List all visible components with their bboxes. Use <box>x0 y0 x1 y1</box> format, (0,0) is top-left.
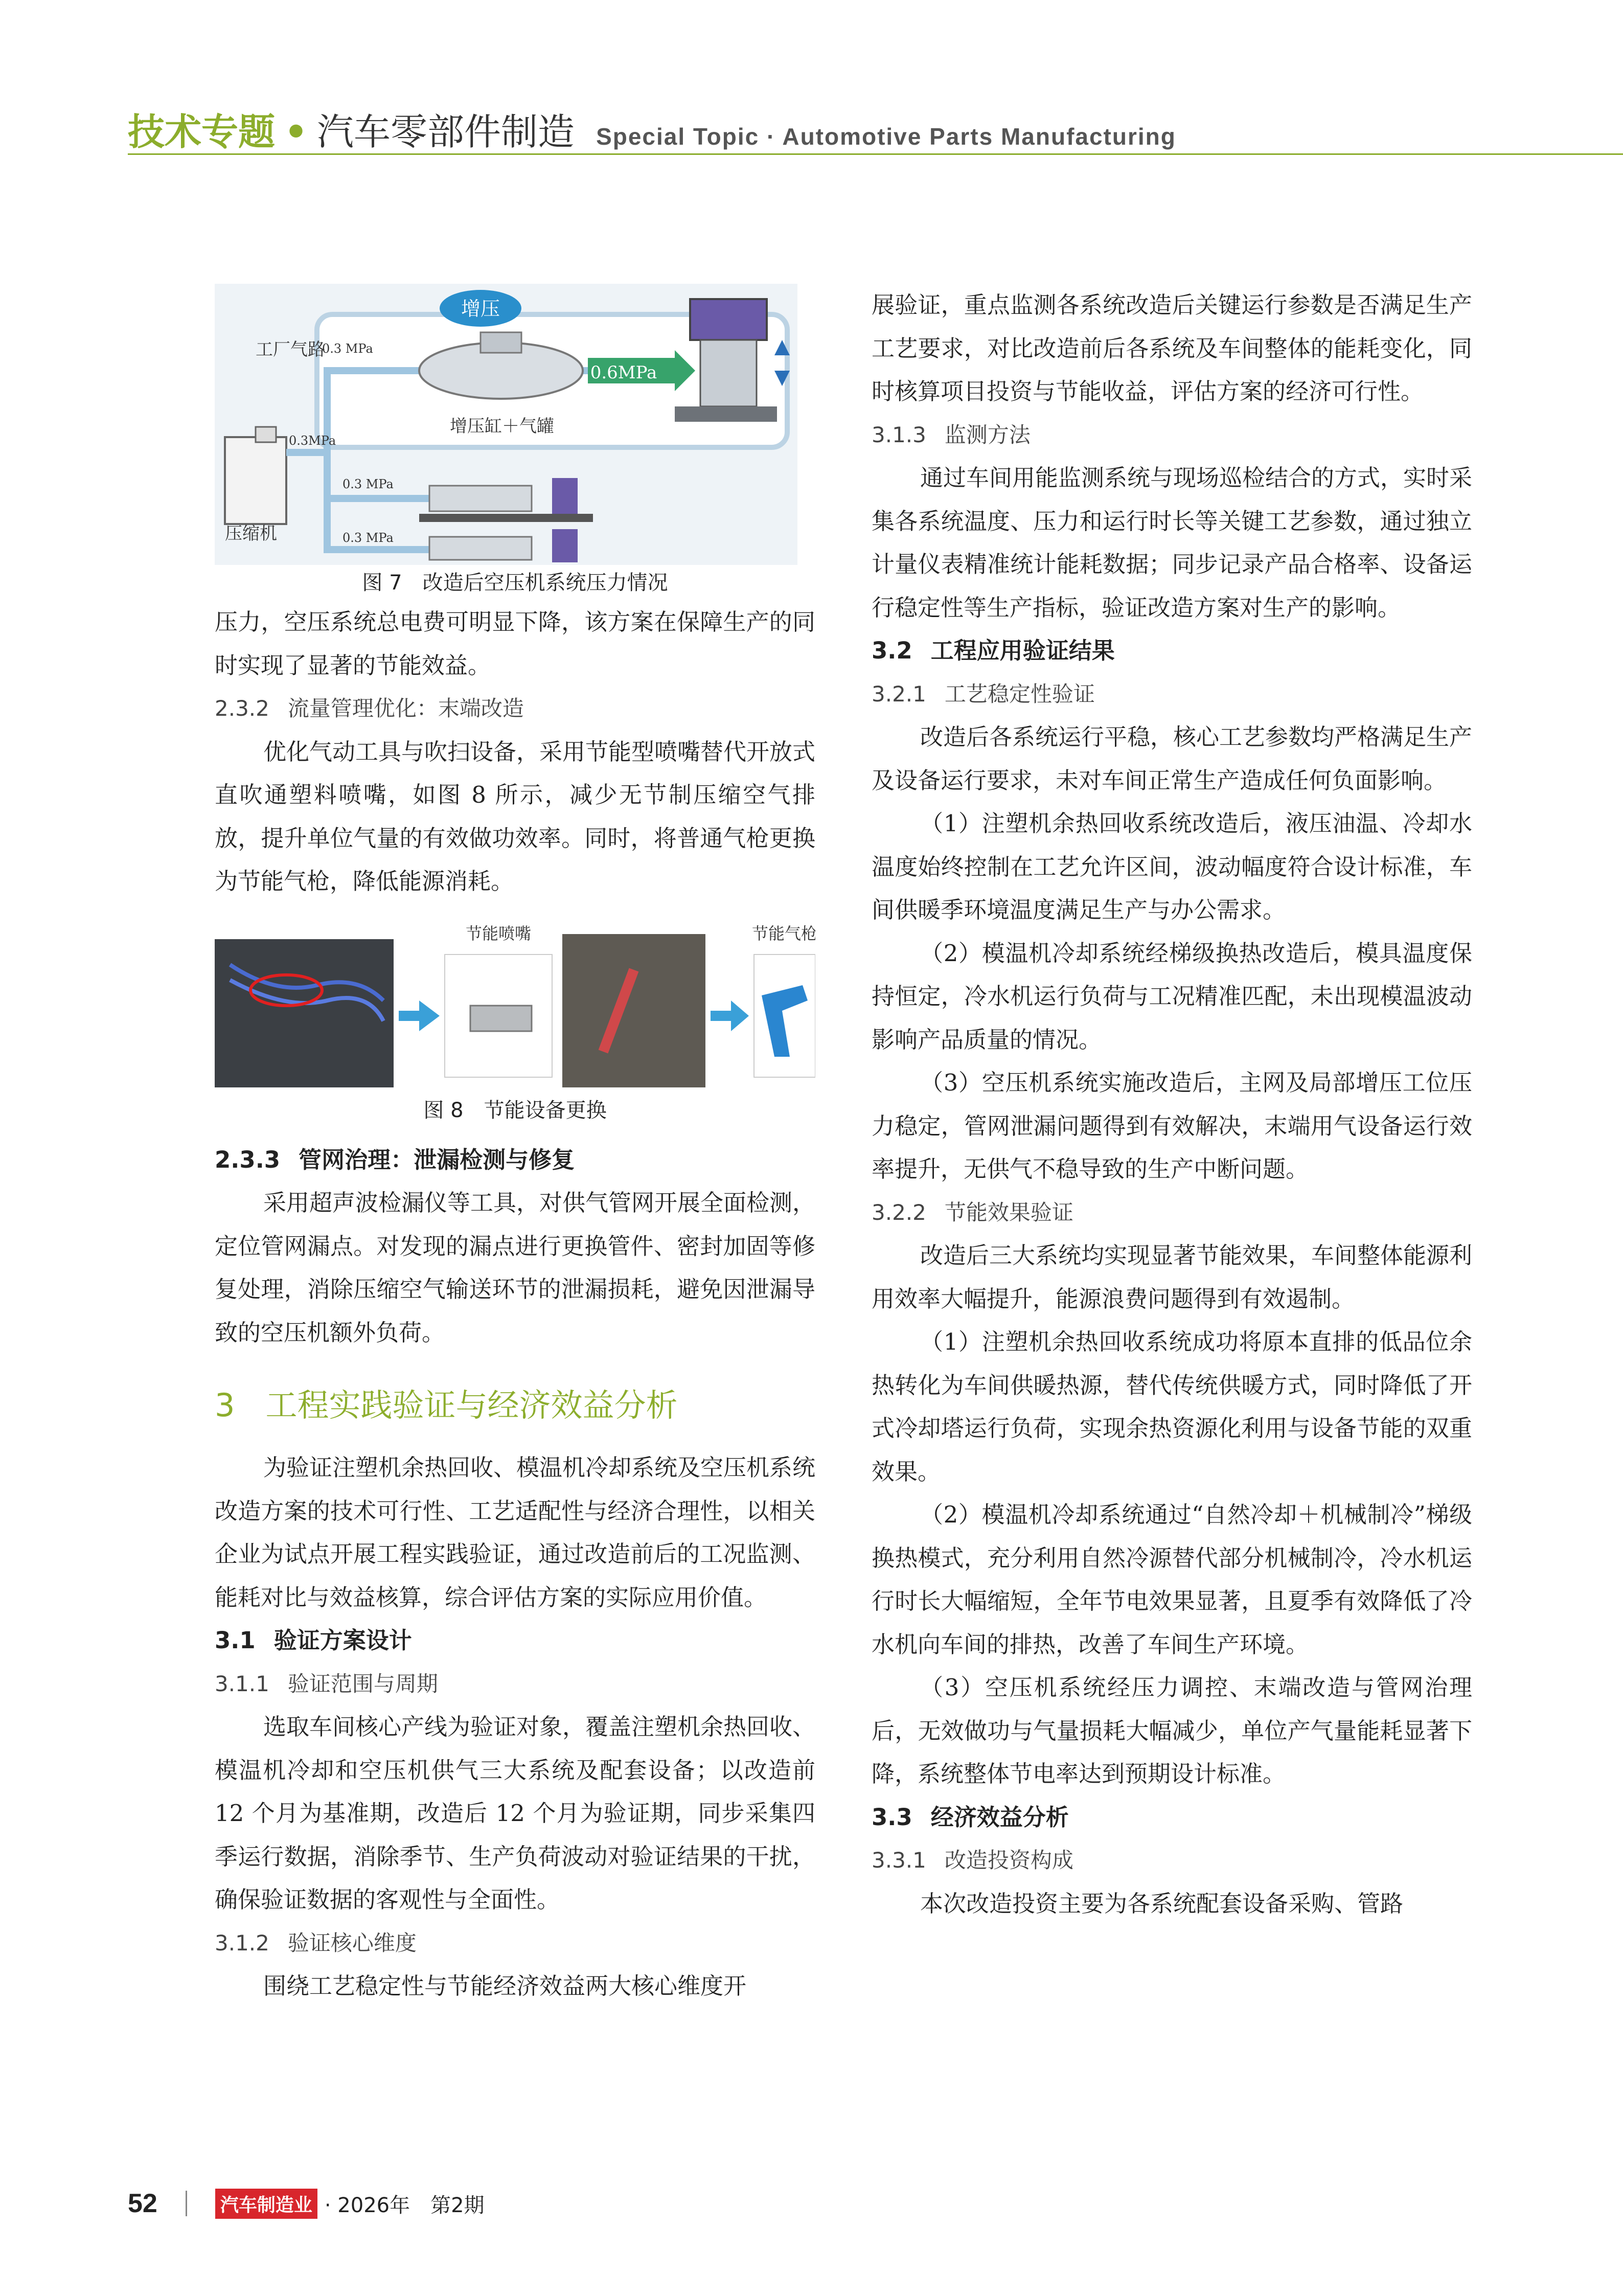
paragraph: （3）空压机系统实施改造后，主网及局部增压工位压力稳定，管网泄漏问题得到有效解决，末端用气设备运行效率提升，无供气不稳导致的生产中断问题。 <box>872 1069 1472 1183</box>
heading-title: 验证核心维度 <box>287 1930 417 1956</box>
heading-number: 3 <box>215 1386 235 1424</box>
paragraph: 选取车间核心产线为验证对象，覆盖注塑机余热回收、模温机冷却和空压机供气三大系统及配套设备；以改造前 12 个月为基准期，改造后 12 个月为验证期，同步采集四季运行数据，消除季节、生产负荷波动对验证结果的干扰，确保验证数据的客观性与全面性。 <box>215 1713 816 1913</box>
heading-number: 3.3.1 <box>872 1848 926 1873</box>
paragraph: 为验证注塑机余热回收、模温机冷却系统及空压机系统改造方案的技术可行性、工艺适配性与经济合理性，以相关企业为试点开展工程实践验证，通过改造前后的工况监测、能耗对比与效益核算，综合评估方案的实际应用价值。 <box>215 1454 816 1611</box>
left-column <box>215 284 815 2008</box>
paragraph: （1）注塑机余热回收系统改造后，液压油温、冷却水温度始终控制在工艺允许区间，波动幅度符合设计标准，车间供暖季环境温度满足生产与办公需求。 <box>872 810 1472 923</box>
heading-title: 验证范围与周期 <box>287 1671 438 1696</box>
header-section: 汽车零部件制造 <box>317 110 575 153</box>
compressor-icon <box>225 427 286 524</box>
paragraph: 改造后三大系统均实现显著节能效果，车间整体能源利用效率大幅提升，能源浪费问题得到有效遏制。 <box>872 1242 1473 1312</box>
open-nozzle-photo <box>215 939 394 1087</box>
figure-7-diagram <box>215 284 797 565</box>
heading-title: 节能效果验证 <box>944 1199 1073 1225</box>
paragraph: （2）模温机冷却系统通过“自然冷却＋机械制冷”梯级换热模式，充分利用自然冷源替代部分机械制冷，冷水机运行时长大幅缩短，全年节电效果显著，且夏季有效降低了冷水机向车间的排热，改善了车间生产环境。 <box>872 1501 1472 1658</box>
heading-3-2-2 <box>872 1191 1472 1235</box>
paragraph: （2）模温机冷却系统经梯级换热改造后，模具温度保持恒定，冷水机运行负荷与工况精准匹配，未出现模温波动影响产品质量的情况。 <box>872 939 1472 1053</box>
heading-number: 3.2.1 <box>872 681 926 707</box>
heading-number: 2.3.3 <box>215 1146 281 1173</box>
heading-title: 监测方法 <box>944 422 1031 447</box>
heading-number: 3.1 <box>215 1627 256 1654</box>
figure-8-diagram <box>215 924 815 1093</box>
figure8-nozzle-label: 节能喷嘴 <box>465 923 532 943</box>
heading-number: 3.2 <box>872 637 912 664</box>
heading-2-3-2 <box>215 687 815 731</box>
footer-divider <box>186 2191 187 2216</box>
figure7-factory-air-label: 工厂气路 <box>256 339 325 360</box>
page-footer <box>128 2188 485 2219</box>
page-number: 52 <box>128 2189 157 2218</box>
heading-3-1-2 <box>215 1922 815 1965</box>
heading-title: 经济效益分析 <box>930 1803 1069 1831</box>
paragraph: 压力，空压系统总电费可明显下降，该方案在保障生产的同时实现了显著的节能效益。 <box>215 608 815 679</box>
paragraph: （3）空压机系统经压力调控、末端改造与管网治理后，无效做功与气量损耗大幅减少，单位产气量能耗显著下降，系统整体节电率达到预期设计标准。 <box>872 1674 1472 1787</box>
heading-title: 管网治理：泄漏检测与修复 <box>299 1146 575 1173</box>
heading-number: 3.1.2 <box>215 1930 269 1956</box>
heading-3-1-3 <box>872 414 1472 457</box>
figure7-boost-pressure: 0.6MPa <box>590 362 657 383</box>
paragraph: 围绕工艺稳定性与节能经济效益两大核心维度开 <box>263 1972 747 1999</box>
figure7-boost-label: 增压 <box>461 298 500 320</box>
heading-title: 验证方案设计 <box>273 1627 412 1654</box>
paragraph: 通过车间用能监测系统与现场巡检结合的方式，实时采集各系统温度、压力和运行时长等关键工艺参数，通过独立计量仪表精准统计能耗数据；同步记录产品合格率、设备运行稳定性等生产指标，验证改造方案对生产的影响。 <box>872 464 1473 621</box>
paragraph: 优化气动工具与吹扫设备，采用节能型喷嘴替代开放式直吹通塑料喷嘴，如图 8 所示，减少无节制压缩空气排放，提升单位气量的有效做功效率。同时，将普通气枪更换为节能气枪，降低能源消耗。 <box>215 738 816 895</box>
figure-7-caption: 图 7 改造后空压机系统压力情况 <box>362 571 668 595</box>
heading-title: 流量管理优化：末端改造 <box>287 696 524 721</box>
heading-3-1-1 <box>215 1663 815 1706</box>
paragraph: 改造后各系统运行平稳，核心工艺参数均严格满足生产及设备运行要求，未对车间正常生产造成任何负面影响。 <box>872 723 1473 794</box>
heading-title: 工程实践验证与经济效益分析 <box>265 1386 678 1424</box>
heading-3-3-1 <box>872 1839 1472 1882</box>
figure-7 <box>215 284 797 565</box>
heading-2-3-3 <box>215 1139 815 1182</box>
paragraph: 展验证，重点监测各系统改造后关键运行参数是否满足生产工艺要求，对比改造前后各系统及车间整体的能耗变化，同时核算项目投资与节能收益，评估方案的经济可行性。 <box>872 291 1472 405</box>
heading-number: 3.1.1 <box>215 1671 269 1696</box>
heading-3 <box>215 1375 815 1436</box>
figure7-pressure-2: 0.3MPa <box>289 434 336 448</box>
heading-number: 3.1.3 <box>872 422 926 447</box>
header-english: Special Topic · Automotive Parts Manufacturing <box>596 123 1176 150</box>
figure7-tank-label: 增压缸＋气罐 <box>450 416 554 437</box>
figure7-pressure-4: 0.3 MPa <box>342 531 394 545</box>
header-topic: 技术专题 <box>128 110 276 153</box>
header-rule <box>128 153 1623 155</box>
heading-number: 3.3 <box>872 1803 912 1831</box>
header-dot: • <box>284 110 308 153</box>
figure-8-caption: 图 8 节能设备更换 <box>423 1098 607 1122</box>
figure7-pressure-3: 0.3 MPa <box>342 477 394 491</box>
air-gun-photo <box>562 934 705 1087</box>
heading-3-3 <box>872 1796 1472 1839</box>
magazine-logo: 汽车制造业 <box>215 2189 317 2219</box>
paragraph: 采用超声波检漏仪等工具，对供气管网开展全面检测，定位管网漏点。对发现的漏点进行更换管件、密封加固等修复处理，消除压缩空气输送环节的泄漏损耗，避免因泄漏导致的空压机额外负荷。 <box>215 1189 816 1346</box>
right-column <box>872 284 1472 1925</box>
paragraph: （1）注塑机余热回收系统成功将原本直排的低品位余热转化为车间供暖热源，替代传统供暖方式，同时降低了开式冷却塔运行负荷，实现余热资源化利用与设备节能的双重效果。 <box>872 1328 1472 1485</box>
figure7-compressor-label: 压缩机 <box>225 524 277 544</box>
heading-number: 3.2.2 <box>872 1199 926 1225</box>
figure7-pressure-1: 0.3 MPa <box>322 342 373 356</box>
heading-title: 工艺稳定性验证 <box>944 681 1095 707</box>
figure8-gun-label: 节能气枪 <box>751 923 815 943</box>
heading-3-1 <box>215 1619 815 1663</box>
running-header <box>128 102 1176 158</box>
paragraph: 本次改造投资主要为各系统配套设备采购、管路 <box>920 1890 1404 1917</box>
issue-info: · 2026年 第2期 <box>324 2193 485 2217</box>
heading-3-2-1 <box>872 673 1472 716</box>
heading-3-2 <box>872 629 1472 673</box>
heading-number: 2.3.2 <box>215 696 269 721</box>
energy-saving-gun-photo <box>754 954 815 1077</box>
heading-title: 改造投资构成 <box>944 1848 1073 1873</box>
heading-title: 工程应用验证结果 <box>930 637 1115 664</box>
figure-8 <box>215 924 815 1093</box>
